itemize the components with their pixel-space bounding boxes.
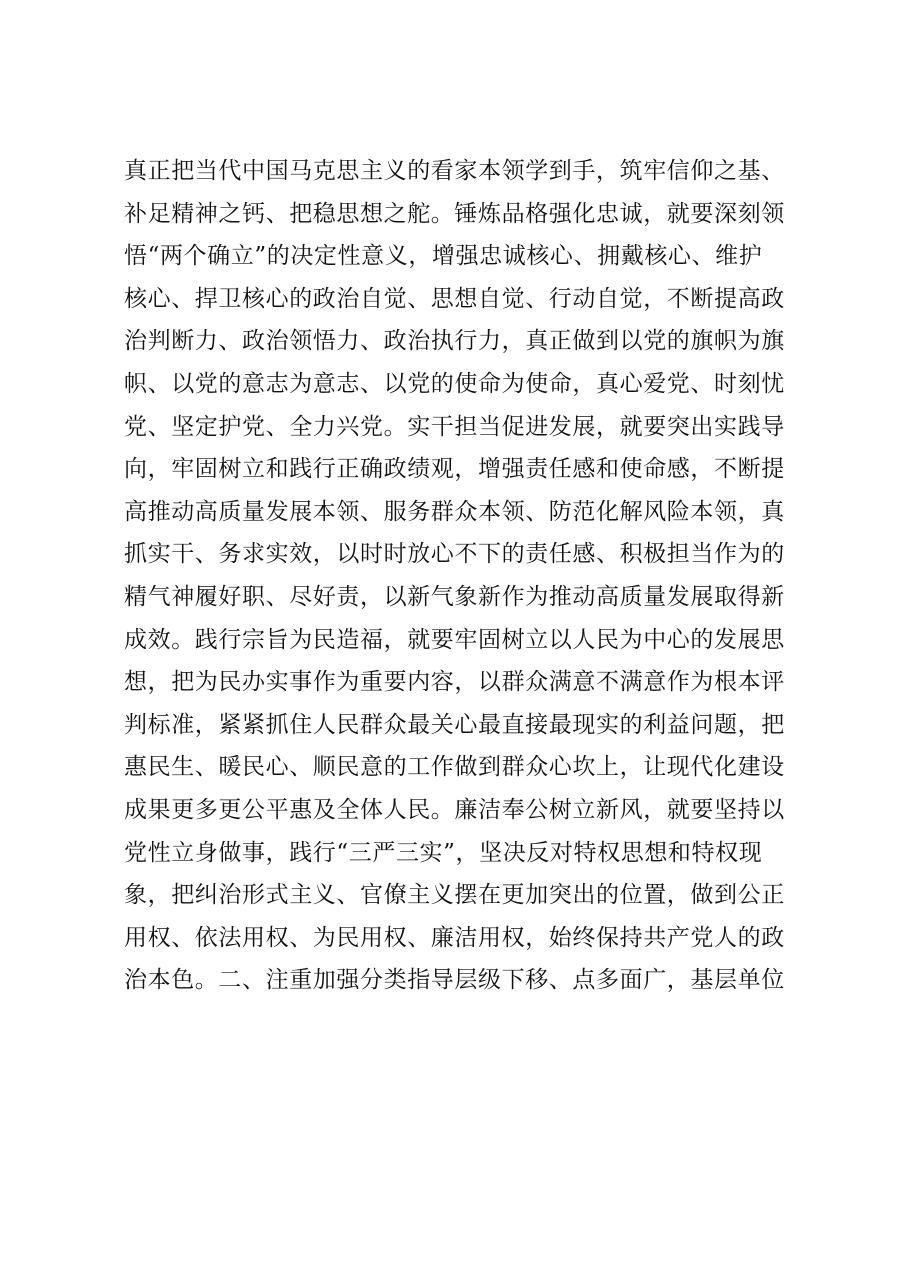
text-line: 帜、以党的意志为意志、以党的使命为使命，真心爱党、时刻忧 [124,370,785,397]
body-paragraph [124,150,814,1002]
text-line: 象，把纠治形式主义、官僚主义摆在更加突出的位置，做到公正 [124,882,785,909]
text-line: 高推动高质量发展本领、服务群众本领、防范化解风险本领，真 [124,498,785,525]
text-line: 向，牢固树立和践行正确政绩观，增强责任感和使命感，不断提 [124,456,785,483]
text-line: 党、坚定护党、全力兴党。实干担当促进发展，就要突出实践导 [124,413,785,440]
text-line: 精气神履好职、尽好责，以新气象新作为推动高质量发展取得新 [124,583,785,610]
text-line: 补足精神之钙、把稳思想之舵。锤炼品格强化忠诚，就要深刻领 [124,200,785,227]
text-line: 党性立身做事，践行“三严三实”，坚决反对特权思想和特权现 [124,839,763,866]
text-line: 治本色。二、注重加强分类指导层级下移、点多面广，基层单位 [124,967,785,994]
text-line: 真正把当代中国马克思主义的看家本领学到手，筑牢信仰之基、 [124,158,785,184]
text-line: 抓实干、务求实效，以时时放心不下的责任感、积极担当作为的 [124,541,785,568]
text-line: 悟“两个确立”的决定性意义，增强忠诚核心、拥戴核心、维护 [124,243,763,270]
text-line: 惠民生、暖民心、顺民意的工作做到群众心坎上，让现代化建设 [124,754,785,781]
text-line: 想，把为民办实事作为重要内容，以群众满意不满意作为根本评 [124,669,785,696]
text-line: 用权、依法用权、为民用权、廉洁用权，始终保持共产党人的政 [124,924,785,951]
text-line: 成果更多更公平惠及全体人民。廉洁奉公树立新风，就要坚持以 [124,796,785,823]
text-line: 判标准，紧紧抓住人民群众最关心最直接最现实的利益问题，把 [124,711,785,738]
text-line: 成效。践行宗旨为民造福，就要牢固树立以人民为中心的发展思 [124,626,785,653]
text-line: 核心、捍卫核心的政治自觉、思想自觉、行动自觉，不断提高政 [124,285,785,312]
text-line: 治判断力、政治领悟力、政治执行力，真正做到以党的旗帜为旗 [124,328,785,355]
